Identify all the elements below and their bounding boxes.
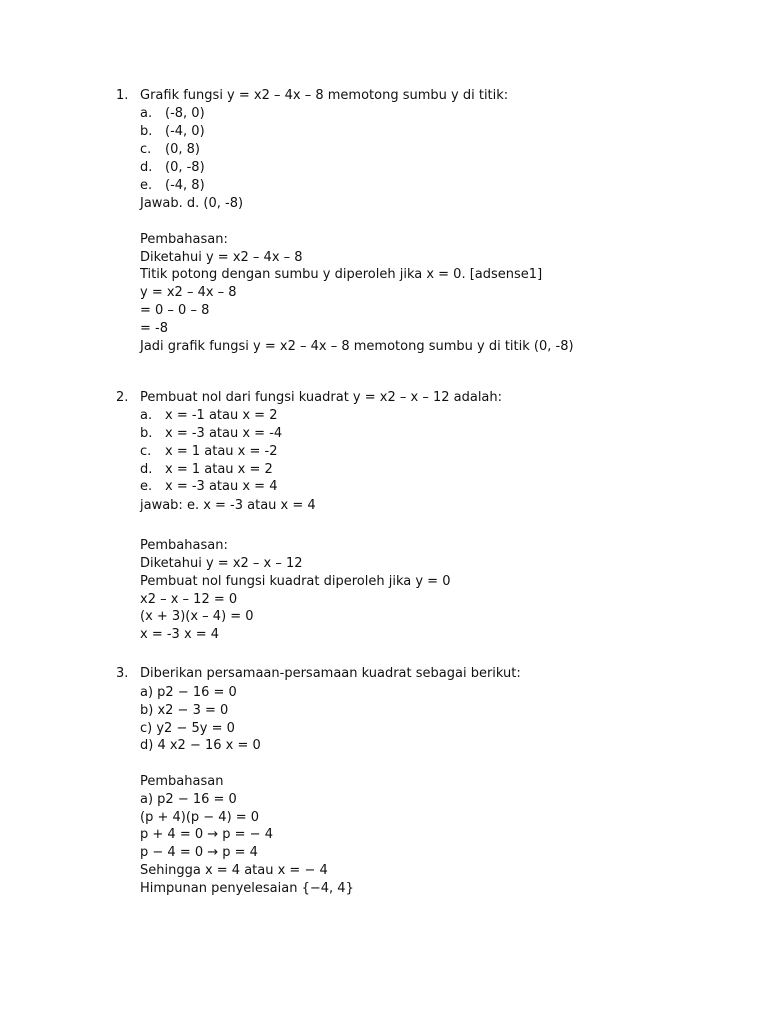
option-b: b. (-4, 0)	[140, 124, 205, 139]
discussion-title: Pembahasan:	[140, 538, 228, 553]
option-a: a. x = -1 atau x = 2	[140, 408, 278, 423]
question-text: Grafik fungsi y = x2 – 4x – 8 memotong sumbu y di titik:	[140, 88, 509, 103]
equation-item: b) x2 − 3 = 0	[140, 703, 229, 718]
discussion-line: a) p2 − 16 = 0	[140, 792, 237, 807]
option-a: a. (-8, 0)	[140, 106, 205, 121]
option-b: b. x = -3 atau x = -4	[140, 426, 283, 441]
discussion-line: Jadi grafik fungsi y = x2 – 4x – 8 memotong sumbu y di titik (0, -8)	[140, 339, 574, 354]
question-number: 2.	[116, 390, 129, 405]
discussion-title: Pembahasan	[140, 774, 224, 789]
option-e: e. x = -3 atau x = 4	[140, 479, 278, 494]
discussion-title: Pembahasan:	[140, 232, 228, 247]
question-number: 1.	[116, 88, 129, 103]
question-number: 3.	[116, 666, 129, 681]
discussion-line: x2 – x – 12 = 0	[140, 592, 238, 607]
discussion-line: Sehingga x = 4 atau x = − 4	[140, 863, 328, 878]
discussion-line: (x + 3)(x – 4) = 0	[140, 609, 254, 624]
option-d: d. x = 1 atau x = 2	[140, 462, 273, 477]
question-text: Pembuat nol dari fungsi kuadrat y = x2 – x – 12 adalah:	[140, 390, 503, 405]
option-d: d. (0, -8)	[140, 160, 205, 175]
discussion-line: p + 4 = 0 → p = − 4	[140, 827, 273, 842]
option-c: c. (0, 8)	[140, 142, 200, 157]
option-e: e. (-4, 8)	[140, 178, 205, 193]
answer: jawab: e. x = -3 atau x = 4	[140, 498, 316, 513]
discussion-line: x = -3 x = 4	[140, 627, 220, 642]
answer: Jawab. d. (0, -8)	[140, 196, 244, 211]
question-text: Diberikan persamaan-persamaan kuadrat sebagai berikut:	[140, 666, 521, 681]
discussion-line: Diketahui y = x2 – 4x – 8	[140, 250, 303, 265]
discussion-line: (p + 4)(p − 4) = 0	[140, 810, 260, 825]
discussion-line: Pembuat nol fungsi kuadrat diperoleh jika y = 0	[140, 574, 451, 589]
discussion-line: p − 4 = 0 → p = 4	[140, 845, 258, 860]
equation-item: c) y2 − 5y = 0	[140, 721, 235, 736]
discussion-line: Titik potong dengan sumbu y diperoleh jika x = 0. [adsense1]	[140, 267, 543, 282]
discussion-line: = -8	[140, 321, 168, 336]
equation-item: d) 4 x2 − 16 x = 0	[140, 738, 261, 753]
equation-item: a) p2 − 16 = 0	[140, 685, 237, 700]
discussion-line: y = x2 – 4x – 8	[140, 285, 237, 300]
option-c: c. x = 1 atau x = -2	[140, 444, 278, 459]
discussion-line: Diketahui y = x2 – x – 12	[140, 556, 303, 571]
discussion-line: = 0 – 0 – 8	[140, 303, 210, 318]
discussion-line: Himpunan penyelesaian {−4, 4}	[140, 881, 354, 896]
